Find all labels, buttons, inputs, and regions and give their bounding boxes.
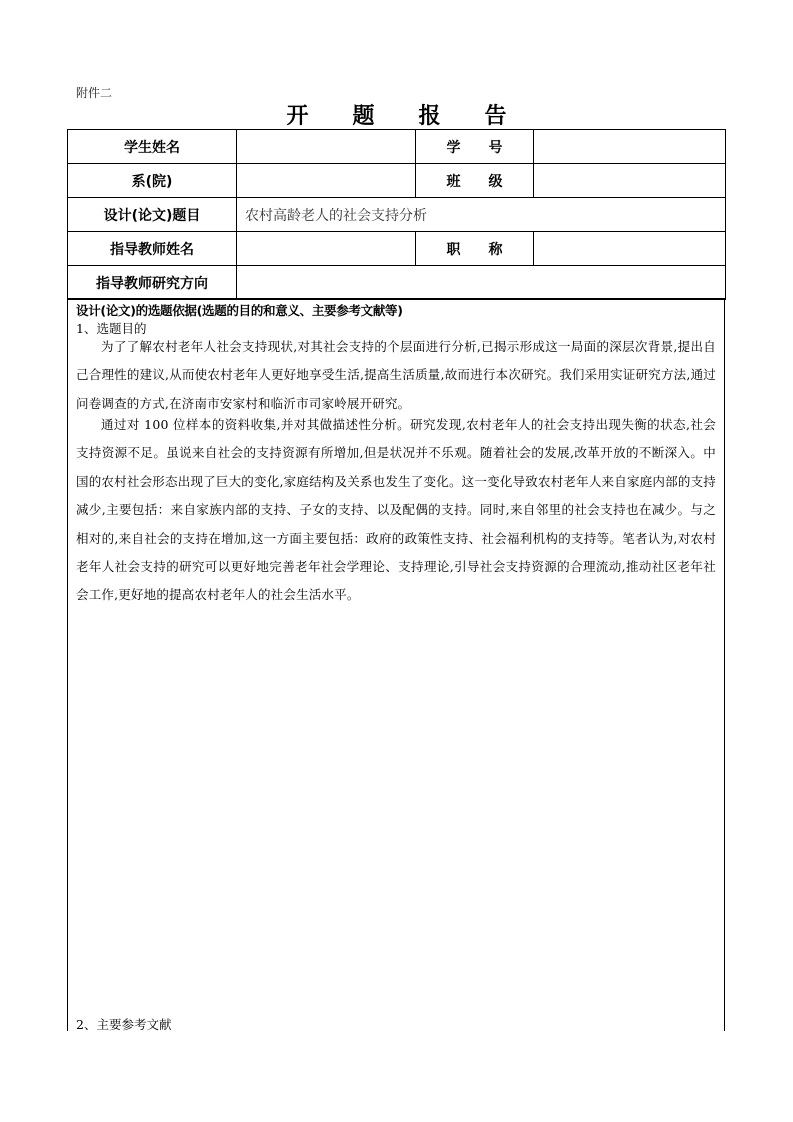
thesis-title-label: 设计(论文)题目 bbox=[68, 198, 237, 232]
advisor-research-field[interactable] bbox=[237, 266, 726, 300]
section-heading: 设计(论文)的选题依据(选题的目的和意义、主要参考文献等) bbox=[76, 303, 403, 318]
thesis-title-field[interactable]: 农村高龄老人的社会支持分析 bbox=[237, 198, 726, 232]
advisor-title-field[interactable] bbox=[534, 232, 726, 266]
table-row bbox=[68, 232, 726, 266]
advisor-title-label bbox=[416, 232, 534, 266]
label-char: 学 bbox=[446, 139, 461, 156]
paragraph: 为了了解农村老年人社会支持现状,对其社会支持的个层面进行分析,已揭示形成这一局面的深层次背景,提出自己合理性的建议,从而使农村老年人更好地享受生活,提高生活质量,故而进行本次研究。我们采用实证研究方法,通过问卷调查的方式,在济南市安家村和临沂市司家岭展开研究。 bbox=[76, 339, 716, 411]
title-char: 报 bbox=[418, 104, 441, 129]
subsection-heading-references: 2、主要参考文献 bbox=[76, 1017, 172, 1032]
class-label bbox=[416, 164, 534, 198]
table-row bbox=[68, 198, 726, 232]
advisor-name-label: 指导教师姓名 bbox=[68, 232, 237, 266]
department-label: 系(院) bbox=[68, 164, 237, 198]
info-table bbox=[67, 129, 726, 300]
table-row bbox=[68, 164, 726, 198]
title-char: 题 bbox=[352, 104, 375, 129]
label-char: 班 bbox=[446, 173, 461, 190]
advisor-research-label: 指导教师研究方向 bbox=[68, 266, 237, 300]
label-char: 级 bbox=[488, 173, 503, 190]
paragraph: 通过对 100 位样本的资料收集,并对其做描述性分析。研究发现,农村老年人的社会支持出现失衡的状态,社会支持资源不足。虽说来自社会的支持资源有所增加,但是状况并不乐观。随着社会的发展,改革开放的不断深入。中国的农村社会形态出现了巨大的变化,家庭结构及关系也发生了变化。这一变化导致农村老年人来自家庭内部的支持减少,主要包括：来自家族内部的支持、子女的支持、以及配偶的支持。同时,来自邻里的社会支持也在减少。与之相对的,来自社会的支持在增加,这一方面主要包括：政府的政策性支持、社会福利机构的支持等。笔者认为,对农村老年人社会支持的研究可以更好地完善老年社会学理论、支持理论,引导社会支持资源的合理流动,推动社区老年社会工作,更好地的提高农村老年人的社会生活水平。 bbox=[76, 417, 716, 603]
subsection-heading-purpose: 1、选题目的 bbox=[76, 321, 147, 336]
advisor-name-field[interactable] bbox=[237, 232, 416, 266]
student-id-field[interactable] bbox=[534, 130, 726, 164]
student-name-field[interactable] bbox=[237, 130, 416, 164]
student-name-label: 学生姓名 bbox=[68, 130, 237, 164]
topic-basis-section bbox=[67, 298, 725, 1031]
title-char: 告 bbox=[484, 104, 507, 129]
title-char: 开 bbox=[286, 104, 309, 129]
label-char: 号 bbox=[488, 139, 503, 156]
table-row bbox=[68, 130, 726, 164]
department-field[interactable] bbox=[237, 164, 416, 198]
label-char: 职 bbox=[446, 241, 461, 258]
page-title bbox=[0, 99, 793, 130]
annex-label: 附件二 bbox=[76, 86, 113, 100]
class-field[interactable] bbox=[534, 164, 726, 198]
table-row bbox=[68, 266, 726, 300]
student-id-label bbox=[416, 130, 534, 164]
label-char: 称 bbox=[488, 241, 503, 258]
